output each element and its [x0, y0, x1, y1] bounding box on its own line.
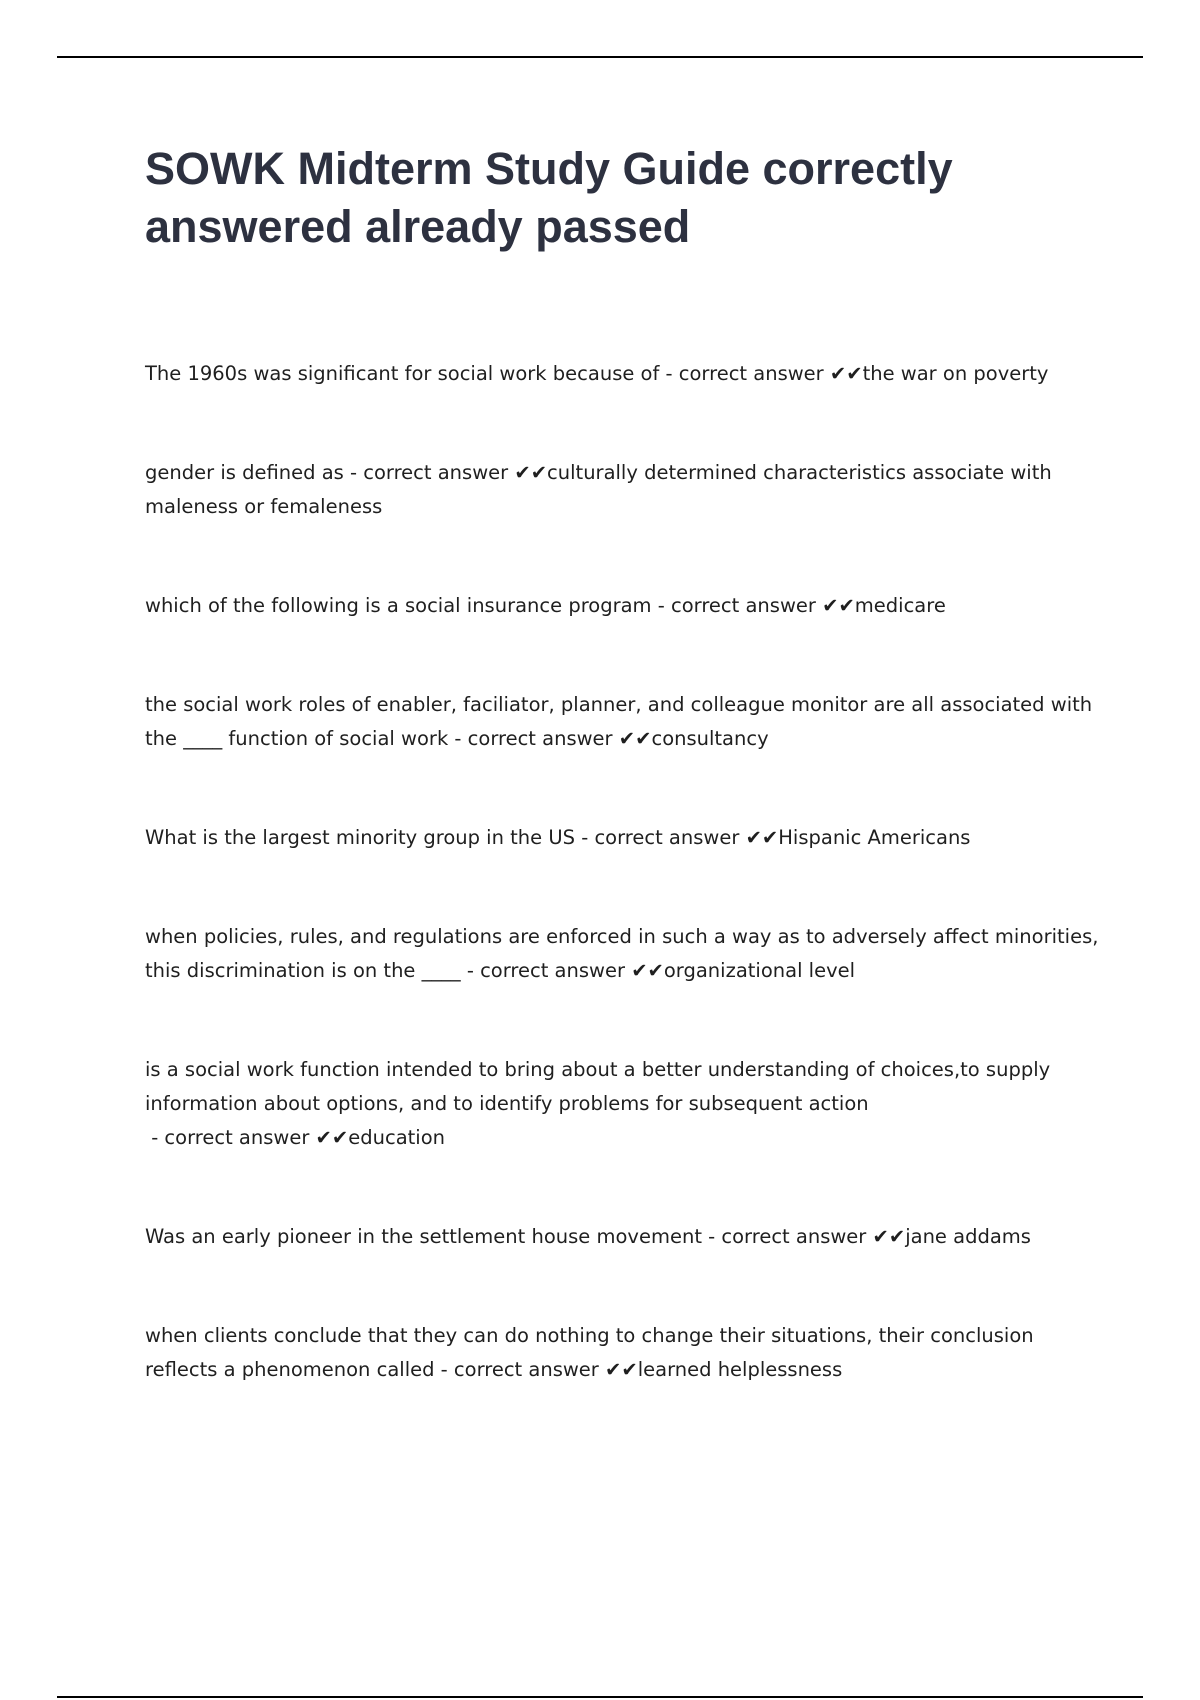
answer-separator: - correct answer — [145, 1126, 316, 1149]
question-text: The 1960s was significant for social work because of — [145, 362, 660, 385]
double-check-icon: ✔✔ — [315, 1126, 349, 1149]
qa-item — [145, 357, 1100, 391]
question-text: gender is defined as — [145, 461, 344, 484]
question-text: is a social work function intended to bring about a better understanding of choices,to supply information about options, and to identify problems for subsequent action — [145, 1058, 1051, 1115]
answer-separator: - correct answer — [460, 959, 632, 982]
question-text: the social work roles of enabler, faciliator, planner, and colleague monitor are all associated with the ____ function of social work — [145, 693, 1093, 750]
qa-item — [145, 821, 1100, 855]
answer-separator: - correct answer — [651, 594, 823, 617]
qa-item — [145, 1220, 1100, 1254]
answer-separator: - correct answer — [448, 727, 619, 750]
top-divider — [57, 56, 1143, 58]
double-check-icon: ✔✔ — [745, 826, 779, 849]
answer-separator: - correct answer — [701, 1225, 873, 1248]
answer-separator: - correct answer — [343, 461, 515, 484]
answer-text: consultancy — [651, 727, 769, 750]
answer-text: learned helplessness — [637, 1358, 843, 1381]
double-check-icon: ✔✔ — [618, 727, 652, 750]
answer-text: jane addams — [905, 1225, 1031, 1248]
bottom-divider — [57, 1696, 1143, 1698]
question-text: What is the largest minority group in the US — [145, 826, 576, 849]
qa-item — [145, 1319, 1100, 1387]
question-text: which of the following is a social insurance program — [145, 594, 652, 617]
answer-separator: - correct answer — [575, 826, 746, 849]
answer-text: medicare — [854, 594, 946, 617]
double-check-icon: ✔✔ — [605, 1358, 638, 1381]
answer-text: organizational level — [663, 959, 856, 982]
answer-separator: - correct answer — [434, 1358, 606, 1381]
question-text: Was an early pioneer in the settlement house movement — [145, 1225, 702, 1248]
answer-text: culturally determined characteristics associate with maleness or femaleness — [145, 461, 1052, 518]
question-text: when clients conclude that they can do nothing to change their situations, their conclusion reflects a phenomenon called — [145, 1324, 1034, 1381]
double-check-icon: ✔✔ — [829, 362, 863, 385]
double-check-icon: ✔✔ — [822, 594, 855, 617]
answer-separator: - correct answer — [659, 362, 830, 385]
qa-item — [145, 920, 1100, 988]
answer-text: the war on poverty — [862, 362, 1049, 385]
question-text: when policies, rules, and regulations are enforced in such a way as to adversely affect minorities, this discrimination is on the ____ — [145, 925, 1099, 982]
qa-item — [145, 1053, 1100, 1155]
qa-item — [145, 589, 1100, 623]
qa-item — [145, 688, 1100, 756]
answer-text: education — [348, 1126, 445, 1149]
document-title: SOWK Midterm Study Guide correctly answered already passed — [145, 143, 953, 252]
double-check-icon: ✔✔ — [514, 461, 548, 484]
double-check-icon: ✔✔ — [872, 1225, 906, 1248]
qa-list — [145, 357, 1100, 1452]
qa-item — [145, 456, 1100, 524]
double-check-icon: ✔✔ — [631, 959, 664, 982]
answer-text: Hispanic Americans — [778, 826, 971, 849]
